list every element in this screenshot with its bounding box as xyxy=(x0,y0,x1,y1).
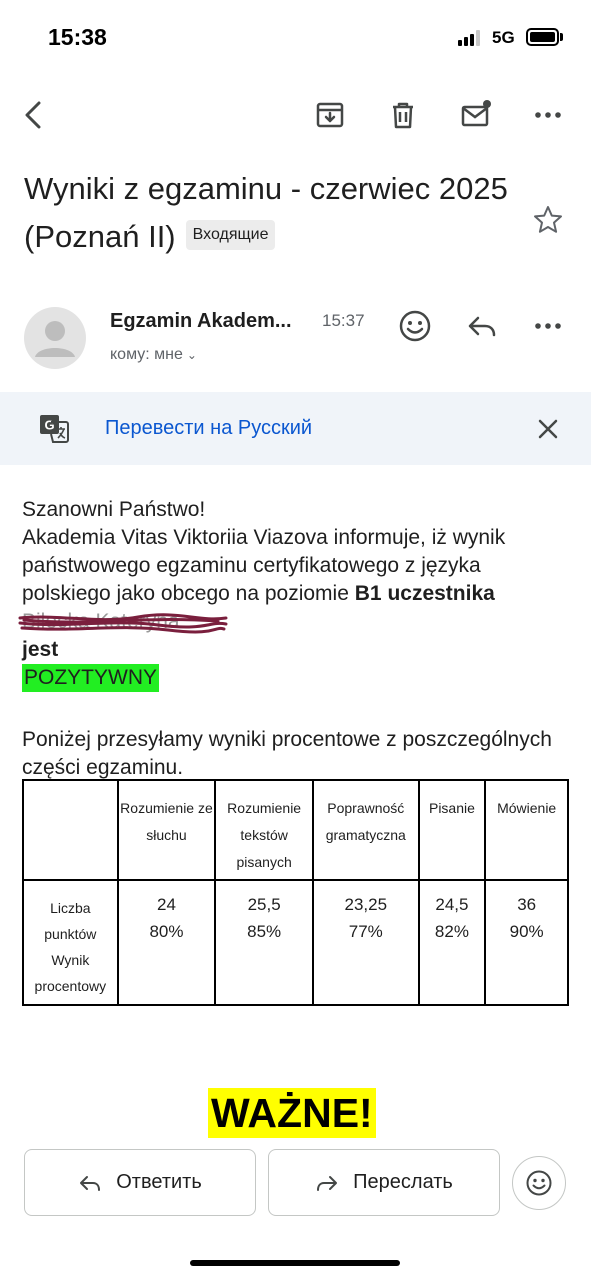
table-cell xyxy=(215,880,313,1005)
archive-icon[interactable] xyxy=(312,97,348,133)
avatar[interactable] xyxy=(24,307,86,369)
translate-icon xyxy=(38,412,70,444)
reply-button[interactable] xyxy=(24,1149,256,1216)
home-indicator xyxy=(190,1260,400,1266)
points-value: 36 xyxy=(517,895,537,914)
svg-text:G: G xyxy=(44,417,55,433)
important-heading: WAŻNE! xyxy=(208,1088,376,1138)
forward-button[interactable] xyxy=(268,1149,500,1216)
trash-icon[interactable] xyxy=(385,97,421,133)
table-cell xyxy=(313,880,419,1005)
table-cell xyxy=(118,880,216,1005)
reply-icon xyxy=(78,1171,102,1195)
points-value: 23,25 xyxy=(344,895,388,914)
table-header-row xyxy=(23,780,568,880)
network-type: 5G xyxy=(492,28,515,47)
table-header-cell xyxy=(23,780,118,880)
table-cell xyxy=(419,880,486,1005)
body-paragraph xyxy=(22,524,567,636)
table-row xyxy=(23,880,568,1005)
emoji-reaction-icon[interactable] xyxy=(398,309,432,343)
reply-label: Ответить xyxy=(116,1171,202,1193)
forward-icon xyxy=(315,1171,339,1195)
subject-text: Wyniki z egzaminu - czerwiec 2025 (Poznań II) xyxy=(24,171,508,254)
back-arrow-icon[interactable] xyxy=(16,97,52,133)
exam-level: B1 xyxy=(354,582,382,605)
table-header-cell: Pisanie xyxy=(419,780,486,880)
status-bar xyxy=(0,0,591,75)
percent-value: 85% xyxy=(247,922,282,941)
email-time: 15:37 xyxy=(322,311,365,330)
row-label: Liczba punktów Wynik procentowy xyxy=(23,880,118,1005)
status-time: 15:38 xyxy=(48,24,107,50)
recipient-toggle[interactable] xyxy=(110,346,197,364)
recipient-text: кому: мне xyxy=(110,346,183,363)
table-header-cell: Rozumienie tekstów pisanych xyxy=(215,780,313,880)
inbox-label-chip[interactable]: Входящие xyxy=(186,220,276,250)
translate-link[interactable]: Перевести на Русский xyxy=(105,417,313,439)
sender-name[interactable]: Egzamin Akadem... xyxy=(110,310,292,332)
reply-icon[interactable] xyxy=(465,309,499,343)
signal-icon xyxy=(458,30,484,46)
percent-value: 80% xyxy=(149,922,184,941)
points-value: 24 xyxy=(157,895,176,914)
percent-value: 82% xyxy=(434,922,469,941)
body-line: Akademia Vitas Viktoriia Viazova informuje, iż wynik państwowego egzaminu certyfikatowego z języka polskiego jako obcego na poziomie xyxy=(22,526,506,605)
email-toolbar xyxy=(0,85,591,145)
more-icon[interactable] xyxy=(530,97,566,133)
table-cell xyxy=(485,880,568,1005)
mark-unread-icon[interactable] xyxy=(458,97,494,133)
email-subject xyxy=(24,165,514,261)
participant-label: uczestnika xyxy=(387,582,495,605)
battery-icon xyxy=(526,28,559,46)
email-body xyxy=(22,496,567,692)
results-table xyxy=(22,779,569,1006)
redacted-name: Bilecka Kateryna xyxy=(22,608,180,636)
is-label: jest xyxy=(22,638,59,661)
redaction-scribble xyxy=(18,612,228,634)
table-header-cell: Mówienie xyxy=(485,780,568,880)
table-header-cell: Poprawność gramatyczna xyxy=(313,780,419,880)
translate-bar xyxy=(0,392,591,465)
percent-value: 90% xyxy=(509,922,544,941)
points-value: 25,5 xyxy=(247,895,281,914)
results-intro: Poniżej przesyłamy wyniki procentowe z poszczególnych części egzaminu. xyxy=(22,728,552,779)
star-icon[interactable] xyxy=(532,204,564,236)
result-status: POZYTYWNY xyxy=(22,664,159,692)
more-icon[interactable] xyxy=(531,309,565,343)
forward-label: Переслать xyxy=(353,1171,453,1193)
points-value: 24,5 xyxy=(435,895,469,914)
close-icon[interactable] xyxy=(533,414,563,444)
greeting: Szanowni Państwo! xyxy=(22,498,206,521)
emoji-reaction-button[interactable] xyxy=(512,1156,566,1210)
percent-value: 77% xyxy=(348,922,383,941)
chevron-down-icon: ⌄ xyxy=(186,348,197,362)
table-header-cell: Rozumienie ze słuchu xyxy=(118,780,216,880)
emoji-icon xyxy=(525,1169,553,1197)
